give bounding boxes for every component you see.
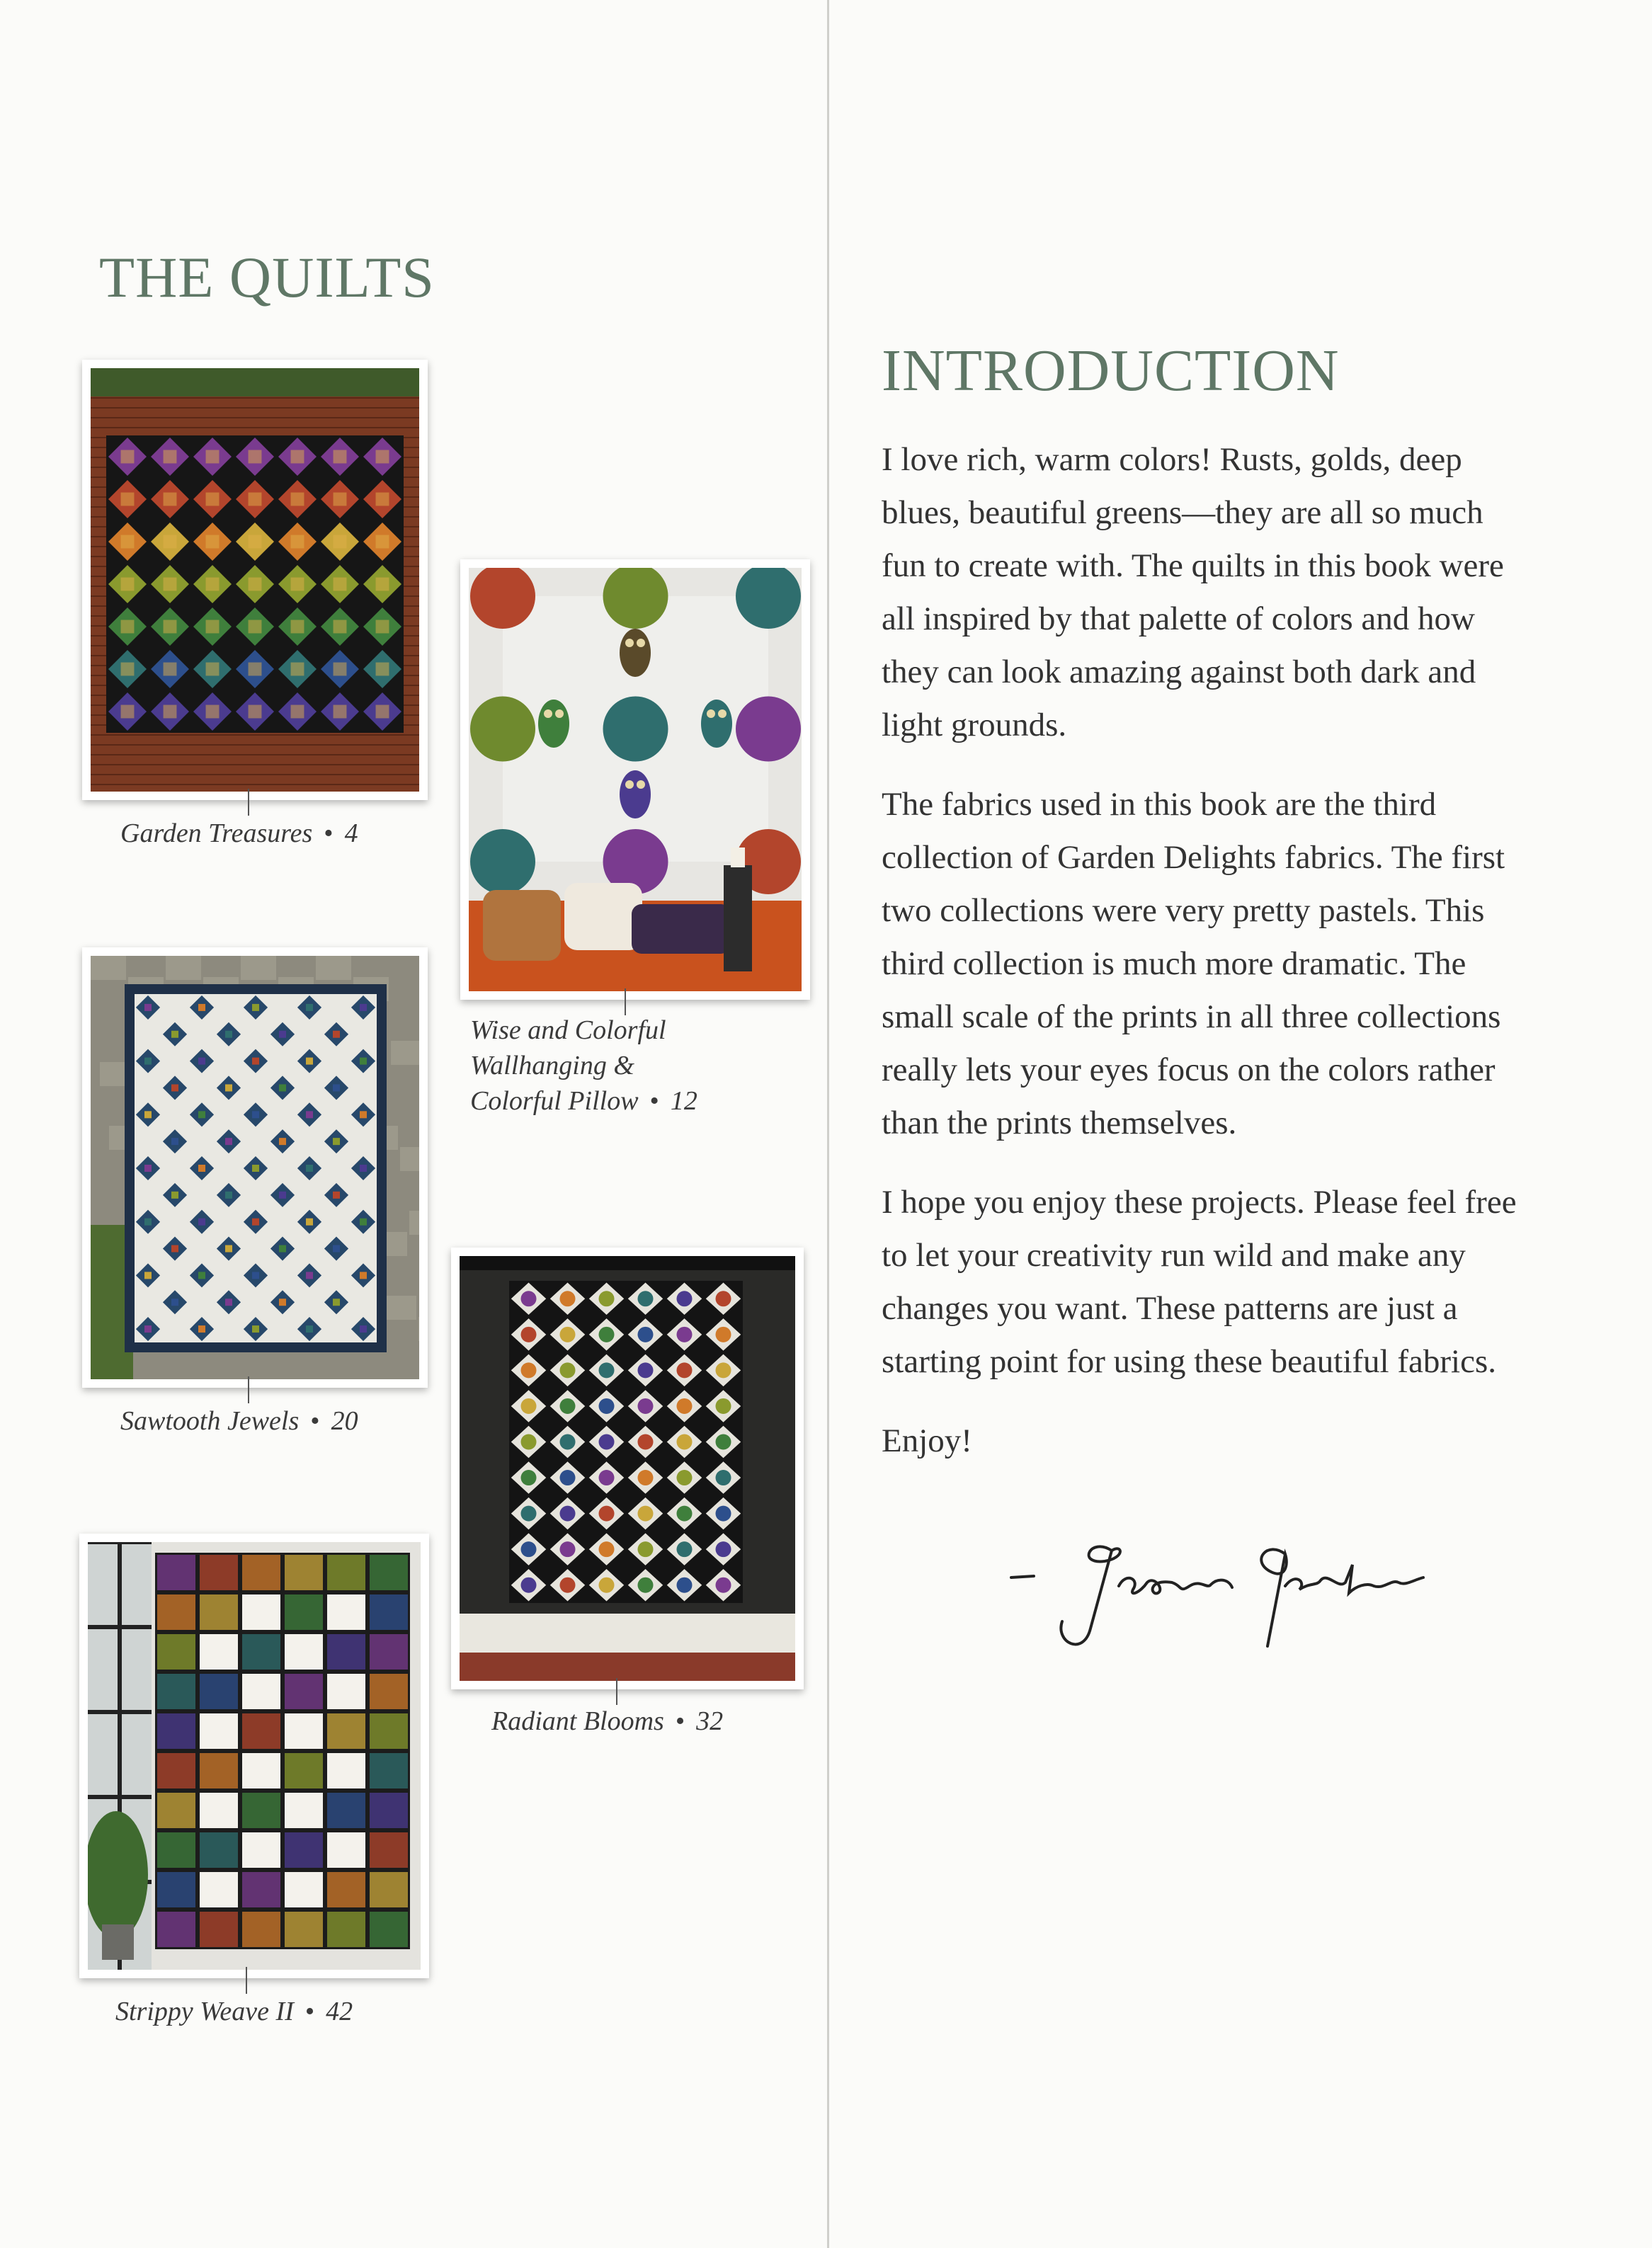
intro-paragraph: I hope you enjoy these projects. Please feel free to let your creativity run wild and make any changes you want. These patterns are just a starting point for using these beautiful fabrics.: [882, 1184, 1517, 1380]
quilt-caption-wise-and-colorful: Wise and Colorful Wallhanging & Colorful Pillow • 12: [470, 1012, 697, 1119]
quilt-caption-sawtooth-jewels: Sawtooth Jewels • 20: [120, 1406, 358, 1436]
quilt-page-number: 20: [331, 1406, 358, 1436]
intro-paragraph: I love rich, warm colors! Rusts, golds, deep blues, beautiful greens—they are all so much fun to create with. The quilts in this book were all inspired by that palette of colors and how they can look amazing against both dark and light grounds.: [882, 441, 1504, 743]
quilt-page-number: 32: [696, 1706, 724, 1736]
quilt-name-line: Colorful Pillow: [470, 1086, 639, 1116]
quilt-photo-wise-and-colorful: [460, 559, 810, 1000]
quilt-page-number: 42: [326, 1997, 353, 2026]
quilt-name: Sawtooth Jewels: [120, 1406, 300, 1436]
quilt-name-line: Wise and Colorful: [470, 1015, 666, 1045]
intro-paragraph: The fabrics used in this book are the third collection of Garden Delights fabrics. The first two collections were very pretty pastels. This third collection is much more dramatic. The small scale of the prints in all three collections really lets your eyes focus on the colors rather than the prints themselves.: [882, 786, 1505, 1141]
caption-leader: [248, 789, 249, 816]
quilt-name-line: Wallhanging &: [470, 1051, 634, 1080]
quilt-caption-radiant-blooms: Radiant Blooms • 32: [491, 1706, 724, 1736]
quilt-page-number: 4: [344, 818, 358, 848]
introduction-title: INTRODUCTION: [882, 338, 1340, 404]
quilt-name: Strippy Weave II: [115, 1997, 294, 2026]
quilt-photo-garden-treasures: [82, 360, 428, 800]
author-signature: [1006, 1522, 1445, 1664]
quilt-name: Radiant Blooms: [491, 1706, 664, 1736]
quilt-caption-garden-treasures: Garden Treasures • 4: [120, 818, 358, 848]
quilt-photo-sawtooth-jewels: [82, 947, 428, 1388]
quilt-photo-strippy-weave: [79, 1534, 429, 1978]
page-divider: [827, 0, 829, 2248]
quilt-caption-strippy-weave: Strippy Weave II • 42: [115, 1997, 353, 2026]
caption-leader: [616, 1678, 617, 1705]
caption-leader: [246, 1967, 247, 1994]
quilt-photo-radiant-blooms: [451, 1248, 804, 1689]
quilt-page-number: 12: [670, 1086, 697, 1116]
quilts-section-title: THE QUILTS: [99, 245, 435, 309]
intro-closing: Enjoy!: [882, 1422, 972, 1459]
introduction-body: [882, 433, 1526, 1494]
caption-leader: [248, 1376, 249, 1403]
caption-leader: [625, 988, 626, 1015]
quilt-name: Garden Treasures: [120, 818, 313, 848]
